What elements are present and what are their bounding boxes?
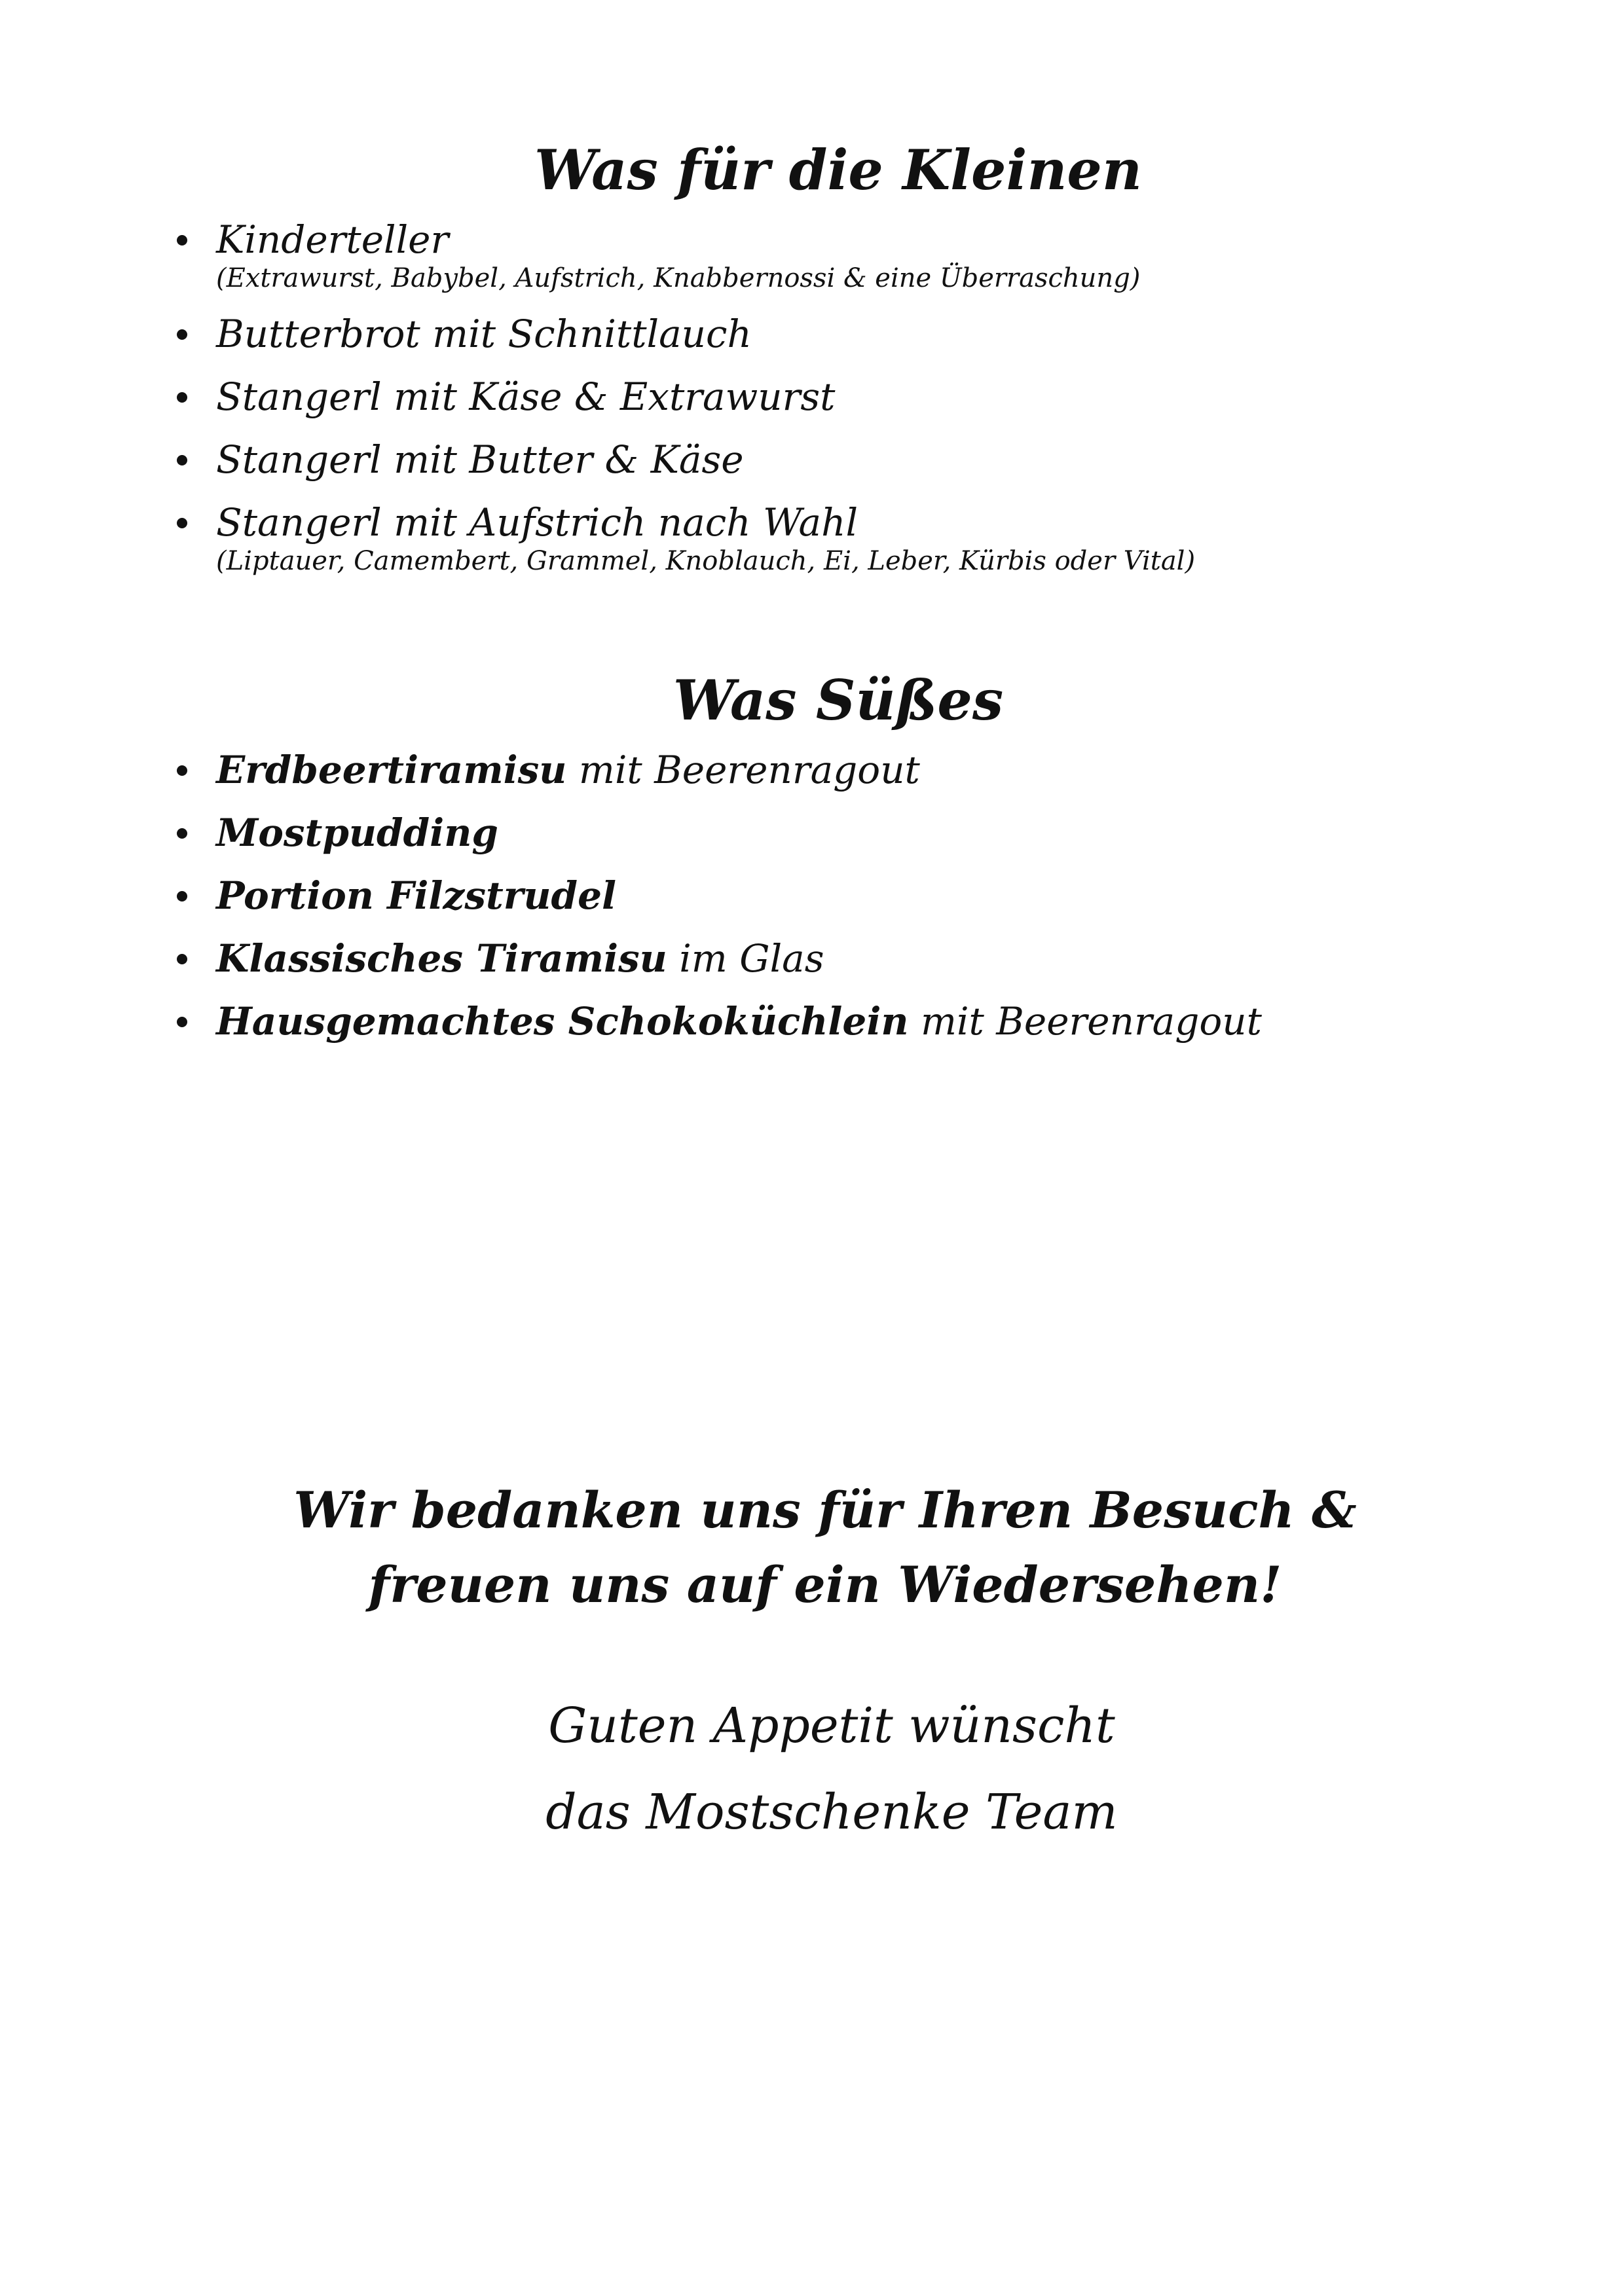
bullet-icon [177, 455, 187, 465]
bullet-icon [177, 518, 187, 528]
list-item [157, 809, 1467, 856]
list-item [157, 935, 1467, 982]
item-name: Butterbrot mit Schnittlauch [216, 312, 752, 356]
item-description: (Liptauer, Camembert, Grammel, Knoblauch, Ei, Leber, Kürbis oder Vital) [216, 546, 1196, 576]
item-extra: im Glas [667, 936, 824, 981]
list-item [157, 216, 1467, 295]
list-item [157, 872, 1467, 919]
list-item [157, 373, 1467, 420]
list-item [157, 998, 1467, 1045]
bullet-icon [177, 828, 187, 839]
section-title-suesses: Was Süßes [673, 668, 1004, 733]
item-extra: mit Beerenragout [566, 748, 920, 792]
thank-you-line-1: Wir bedanken uns für Ihren Besuch & [293, 1481, 1357, 1539]
bullet-icon [177, 1017, 187, 1027]
bullet-icon [177, 392, 187, 403]
menu-list-suesses [157, 746, 1467, 1061]
item-name: Stangerl mit Aufstrich nach Wahl [216, 500, 858, 545]
item-name: Stangerl mit Käse & Extrawurst [216, 374, 836, 419]
greeting-line-2: das Mostschenke Team [545, 1784, 1118, 1840]
item-name: Stangerl mit Butter & Käse [216, 437, 744, 482]
list-item [157, 310, 1467, 357]
list-item [157, 499, 1467, 577]
item-name: Mostpudding [216, 811, 498, 855]
item-name: Hausgemachtes Schokoküchlein [216, 999, 909, 1044]
thank-you-message [0, 1473, 1624, 1622]
bullet-icon [177, 235, 187, 246]
item-description: (Extrawurst, Babybel, Aufstrich, Knabbernossi & eine Überraschung) [216, 263, 1141, 293]
bullet-icon [177, 954, 187, 964]
item-extra: mit Beerenragout [908, 999, 1262, 1044]
list-item [157, 436, 1467, 483]
item-name: Portion Filzstrudel [216, 873, 617, 918]
item-name: Klassisches Tiramisu [216, 936, 667, 981]
thank-you-line-2: freuen uns auf ein Wiedersehen! [368, 1556, 1282, 1614]
section-title-kleinen: Was für die Kleinen [534, 137, 1142, 202]
item-name: Kinderteller [216, 217, 449, 262]
item-name: Erdbeertiramisu [216, 748, 567, 792]
menu-list-kleinen [157, 216, 1467, 593]
bullet-icon [177, 329, 187, 340]
bullet-icon [177, 765, 187, 776]
greeting-message [0, 1683, 1624, 1855]
list-item [157, 746, 1467, 793]
bullet-icon [177, 891, 187, 902]
greeting-line-1: Guten Appetit wünscht [548, 1698, 1115, 1754]
